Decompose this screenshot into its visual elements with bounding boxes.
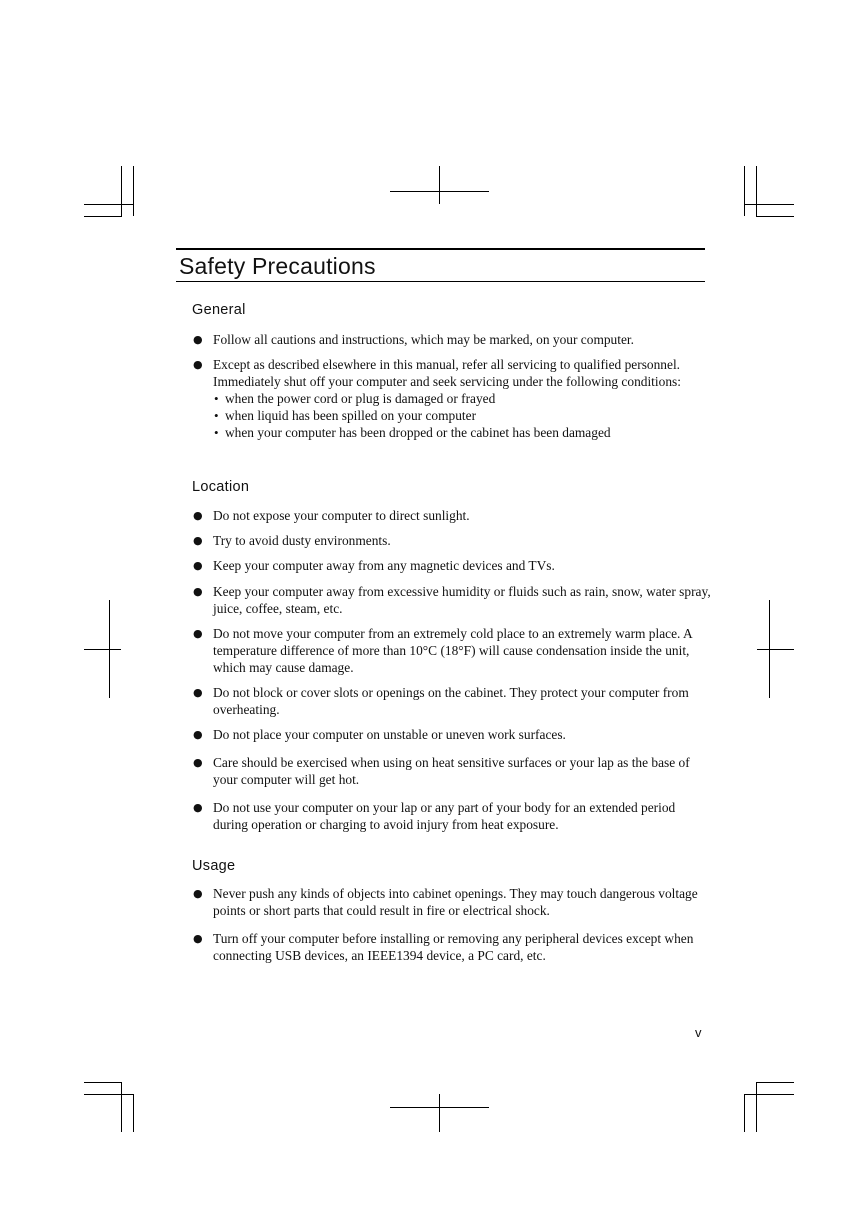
- list-item: [193, 583, 713, 617]
- list-item-text: Care should be exercised when using on heat sensitive surfaces or your lap as the base of your computer will get hot.: [213, 755, 690, 787]
- sub-list-item-text: when liquid has been spilled on your computer: [225, 408, 477, 423]
- list-item: [193, 799, 713, 833]
- page-number: v: [695, 1025, 702, 1040]
- bullet-icon: ●: [193, 801, 203, 814]
- section-heading-usage: Usage: [192, 858, 236, 874]
- list-item-text: Do not move your computer from an extremely cold place to an extremely warm place. A temperature difference of more than 10°C (18°F) will cause condensation inside the unit, which may cause damage.: [213, 626, 692, 675]
- bullet-icon: ●: [193, 756, 203, 769]
- crop-mark: [756, 166, 757, 216]
- bullet-icon: ●: [193, 333, 203, 346]
- bullet-icon: ●: [193, 887, 203, 900]
- list-item: [193, 930, 713, 964]
- sub-bullet-icon: •: [214, 408, 219, 423]
- crop-mark: [84, 1082, 122, 1083]
- bullet-icon: ●: [193, 728, 203, 741]
- title-rule-top: [176, 248, 705, 250]
- list-item-text: Keep your computer away from any magnetic devices and TVs.: [213, 558, 555, 573]
- bullet-icon: ●: [193, 686, 203, 699]
- sub-bullet-icon: •: [214, 425, 219, 440]
- list-item-text: Turn off your computer before installing or removing any peripheral devices except when connecting USB devices, an IEEE1394 device, a PC card, etc.: [213, 931, 694, 963]
- bullet-icon: ●: [193, 534, 203, 547]
- bullet-icon: ●: [193, 509, 203, 522]
- registration-mark: [109, 600, 110, 698]
- sub-list-item-text: when your computer has been dropped or the cabinet has been damaged: [225, 425, 611, 440]
- crop-mark: [133, 166, 134, 216]
- bullet-icon: ●: [193, 559, 203, 572]
- crop-mark: [744, 1094, 794, 1095]
- registration-mark: [439, 1094, 440, 1132]
- bullet-icon: ●: [193, 932, 203, 945]
- crop-mark: [84, 216, 122, 217]
- list-item-text: Never push any kinds of objects into cabinet openings. They may touch dangerous voltage points or short parts that could result in fire or electrical shock.: [213, 886, 698, 918]
- list-item-text: Do not expose your computer to direct sunlight.: [213, 508, 470, 523]
- list-item-text: Keep your computer away from excessive humidity or fluids such as rain, snow, water spray, juice, coffee, steam, etc.: [213, 584, 711, 616]
- list-item: [193, 507, 713, 524]
- list-item: [193, 726, 713, 743]
- sub-list-item-text: when the power cord or plug is damaged or frayed: [225, 391, 496, 406]
- sub-list-item: [213, 407, 713, 424]
- section-heading-general: General: [192, 302, 246, 318]
- crop-mark: [756, 1082, 757, 1132]
- crop-mark: [744, 166, 745, 216]
- registration-mark: [84, 649, 121, 650]
- crop-mark: [756, 1082, 794, 1083]
- list-item-text: Try to avoid dusty environments.: [213, 533, 391, 548]
- crop-mark: [756, 216, 794, 217]
- crop-mark: [84, 204, 134, 205]
- bullet-icon: ●: [193, 627, 203, 640]
- list-item: [193, 684, 713, 718]
- registration-mark: [769, 600, 770, 698]
- list-item-text: Do not block or cover slots or openings on the cabinet. They protect your computer from overheating.: [213, 685, 689, 717]
- list-item: [193, 625, 713, 676]
- crop-mark: [744, 204, 794, 205]
- list-item: [193, 885, 713, 919]
- crop-mark: [84, 1094, 134, 1095]
- list-item: [193, 532, 713, 549]
- sub-bullet-icon: •: [214, 391, 219, 406]
- title-rule-bottom: [176, 281, 705, 282]
- sub-list-item: [213, 424, 713, 441]
- list-item: [193, 557, 713, 574]
- page-title: Safety Precautions: [179, 253, 376, 279]
- bullet-icon: ●: [193, 358, 203, 371]
- list-item-text: Except as described elsewhere in this manual, refer all servicing to qualified personnel. Immediately shut off your computer and seek servicing under the following conditions:: [213, 357, 681, 389]
- sub-list: [213, 390, 713, 441]
- list-item-text: Do not place your computer on unstable or uneven work surfaces.: [213, 727, 566, 742]
- crop-mark: [121, 1082, 122, 1132]
- bullet-icon: ●: [193, 585, 203, 598]
- crop-mark: [133, 1094, 134, 1132]
- list-item-text: Do not use your computer on your lap or any part of your body for an extended period during operation or charging to avoid injury from heat exposure.: [213, 800, 676, 832]
- list-item-text: Follow all cautions and instructions, which may be marked, on your computer.: [213, 332, 634, 347]
- registration-mark: [757, 649, 794, 650]
- sub-list-item: [213, 390, 713, 407]
- crop-mark: [121, 166, 122, 216]
- registration-mark: [439, 166, 440, 204]
- list-item: [193, 356, 713, 441]
- list-item: [193, 754, 713, 788]
- crop-mark: [744, 1094, 745, 1132]
- list-item: [193, 331, 713, 348]
- section-heading-location: Location: [192, 479, 250, 495]
